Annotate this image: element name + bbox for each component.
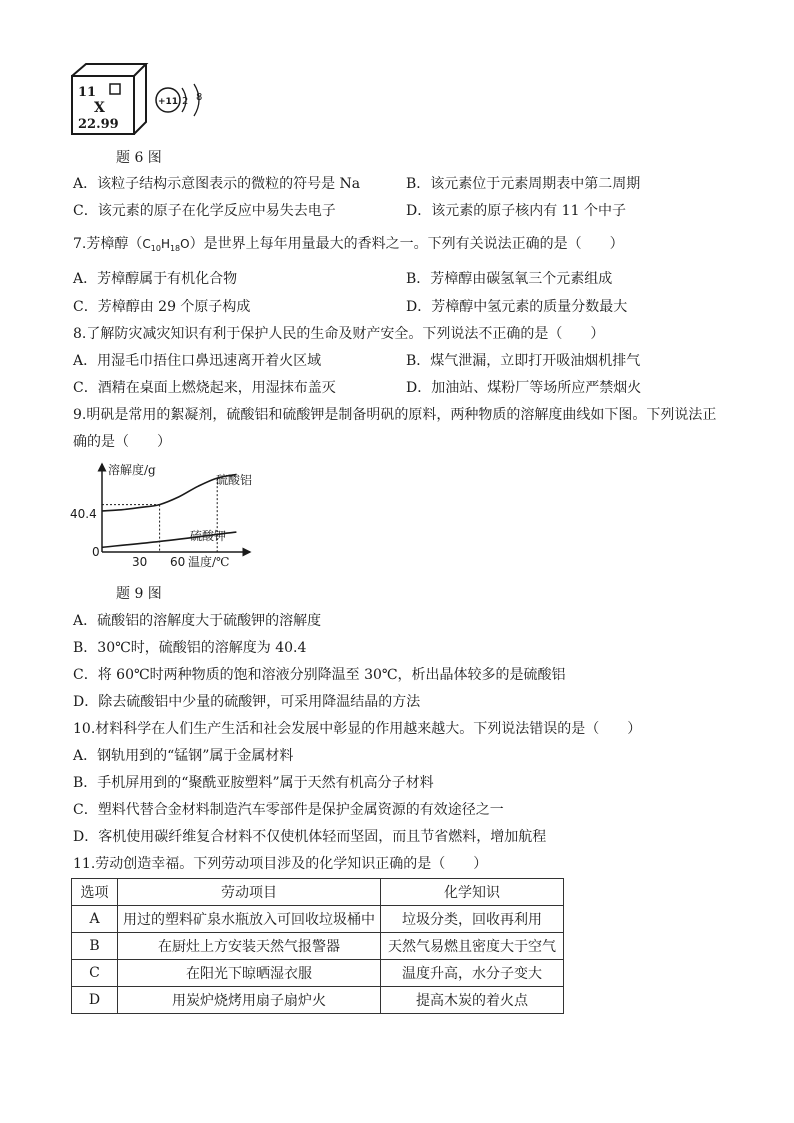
header-chem-knowledge: 化学知识	[381, 879, 564, 906]
shell-2: 8	[196, 92, 203, 103]
row-d-option: D	[72, 987, 118, 1014]
table-header-row	[72, 879, 564, 906]
q10-option-c: C．塑料代替合金材料制造汽车零部件是保护金属资源的有效途径之一	[73, 802, 504, 818]
q9-stem-line2: 确的是（ ）	[73, 434, 171, 450]
q9-option-d: D．除去硫酸铝中少量的硫酸钾，可采用降温结晶的方法	[73, 694, 421, 710]
q9-option-c: C．将 60℃时两种物质的饱和溶液分别降温至 30℃，析出晶体较多的是硫酸铝	[73, 667, 566, 683]
atomic-number: 11	[78, 85, 97, 100]
row-d-labor: 用炭炉烧烤用扇子扇炉火	[118, 987, 381, 1014]
table-row	[72, 960, 564, 987]
y-axis-label: 溶解度/g	[108, 463, 156, 477]
q7-option-d: D．芳樟醇中氢元素的质量分数最大	[406, 299, 628, 315]
y-tick-40: 40.4	[70, 507, 97, 521]
q6-option-d: D．该元素的原子核内有 11 个中子	[406, 203, 626, 219]
x-tick-30: 30	[132, 555, 148, 569]
figure-6-caption: 题 6 图	[116, 150, 162, 166]
row-c-knowledge: 温度升高，水分子变大	[381, 960, 564, 987]
row-a-knowledge: 垃圾分类，回收再利用	[381, 906, 564, 933]
origin-label: 0	[92, 545, 100, 559]
q8-option-a: A．用湿毛巾捂住口鼻迅速离开着火区域	[73, 353, 322, 369]
row-c-labor: 在阳光下晾晒湿衣服	[118, 960, 381, 987]
row-a-option: A	[72, 906, 118, 933]
q8-option-c: C．酒精在桌面上燃烧起来，用湿抹布盖灭	[73, 380, 336, 396]
shell-1: 2	[182, 96, 189, 107]
q7-stem-post: ）是世界上每年用量最大的香料之一。下列有关说法正确的是（ ）	[189, 236, 624, 252]
q6-option-a: A．该粒子结构示意图表示的微粒的符号是 Na	[73, 176, 361, 192]
x-axis-label: 温度/℃	[188, 555, 230, 569]
q10-option-a: A．钢轨用到的“锰钢”属于金属材料	[73, 748, 294, 764]
row-a-labor: 用过的塑料矿泉水瓶放入可回收垃圾桶中	[118, 906, 381, 933]
q10-stem: 10.材料科学在人们生产生活和社会发展中彰显的作用越来越大。下列说法错误的是（ ）	[73, 721, 642, 737]
row-b-labor: 在厨灶上方安装天然气报警器	[118, 933, 381, 960]
q8-option-d: D．加油站、煤粉厂等场所应严禁烟火	[406, 380, 642, 396]
q9-option-a: A．硫酸铝的溶解度大于硫酸钾的溶解度	[73, 613, 322, 629]
q10-option-d: D．客机使用碳纤维复合材料不仅使机体轻而坚固，而且节省燃料，增加航程	[73, 829, 547, 845]
table-row	[72, 933, 564, 960]
q8-stem: 8.了解防灾减灾知识有利于保护人民的生命及财产安全。下列说法不正确的是（ ）	[73, 326, 605, 342]
q7-option-b: B．芳樟醇由碳氢氧三个元素组成	[406, 271, 613, 287]
solubility-chart	[66, 460, 256, 572]
element-symbol: X	[94, 100, 105, 116]
table-row	[72, 987, 564, 1014]
q7-stem-pre: 7.芳樟醇（	[73, 236, 143, 252]
q9-option-b: B．30℃时，硫酸铝的溶解度为 40.4	[73, 640, 307, 656]
q10-option-b: B．手机屏用到的“聚酰亚胺塑料”属于天然有机高分子材料	[73, 775, 434, 791]
labor-knowledge-table	[71, 878, 564, 1014]
q7-stem	[73, 234, 624, 259]
q9-stem-line1: 9.明矾是常用的絮凝剂，硫酸铝和硫酸钾是制备明矾的原料，两种物质的溶解度曲线如下图。下列说法正	[73, 407, 717, 423]
x-tick-60: 60	[170, 555, 186, 569]
header-labor-item: 劳动项目	[118, 879, 381, 906]
q7-option-a: A．芳樟醇属于有机化合物	[73, 271, 238, 287]
row-c-option: C	[72, 960, 118, 987]
q8-option-b: B．煤气泄漏，立即打开吸油烟机排气	[406, 353, 641, 369]
table-row	[72, 906, 564, 933]
q6-option-b: B．该元素位于元素周期表中第二周期	[406, 176, 641, 192]
series-label-potassium-sulfate: 硫酸钾	[190, 529, 227, 543]
row-b-knowledge: 天然气易燃且密度大于空气	[381, 933, 564, 960]
series-label-aluminum-sulfate: 硫酸铝	[216, 473, 253, 487]
q6-option-c: C．该元素的原子在化学反应中易失去电子	[73, 203, 336, 219]
figure-9-caption: 题 9 图	[116, 586, 162, 602]
element-card-figure	[66, 62, 226, 142]
q7-option-c: C．芳樟醇由 29 个原子构成	[73, 299, 251, 315]
row-b-option: B	[72, 933, 118, 960]
q7-formula: $C_{10}H_{18}O$	[142, 237, 190, 253]
row-d-knowledge: 提高木炭的着火点	[381, 987, 564, 1014]
atomic-mass: 22.99	[78, 117, 119, 132]
nucleus-charge: +11	[158, 97, 179, 107]
q11-stem: 11.劳动创造幸福。下列劳动项目涉及的化学知识正确的是（ ）	[73, 856, 488, 872]
header-option: 选项	[72, 879, 118, 906]
